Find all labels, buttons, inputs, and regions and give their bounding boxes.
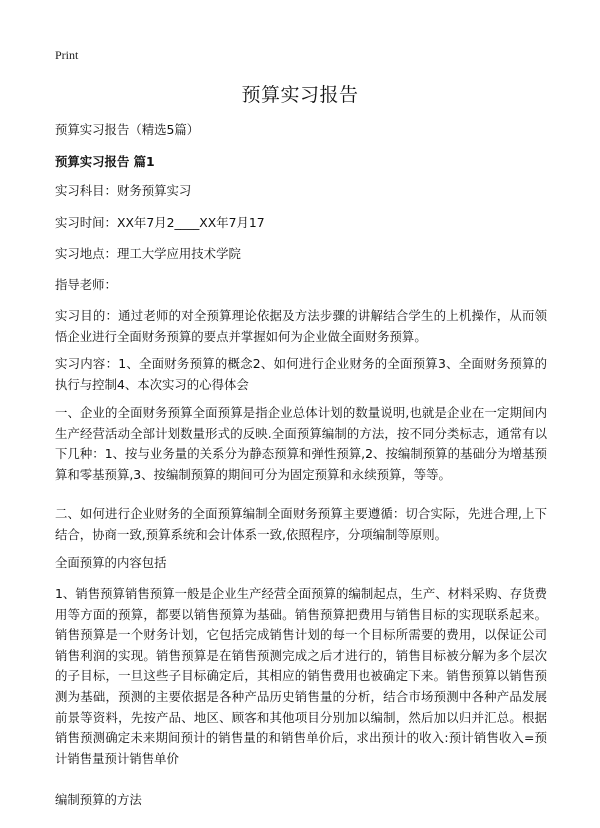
content-paragraph: 实习内容：1、全面财务预算的概念2、如何进行企业财务的全面预算3、全面财务预算的执行与控制4、本次实习的心得体会 (55, 356, 547, 392)
section-two-paragraph: 二、如何进行企业财务的全面预算编制全面财务预算主要遵循：切合实际，先进合理,上下结合，协商一致,预算系统和会计体系一致,依照程序，分项编制等原则。 (55, 506, 547, 542)
section-one-paragraph: 一、企业的全面财务预算全面预算是指企业总体计划的数量说明,也就是企业在一定期间内生产经营活动全部计划数量形式的反映.全面预算编制的方法，按不同分类标志，通常有以下几种：1、按与业务量的关系分为静态预算和弹性预算,2、按编制预算的基础分为增基预算和零基预算,3、按编制预算的期间可分为固定预算和永续预算，等等。 (55, 405, 547, 482)
method-heading: 编制预算的方法 (55, 792, 142, 807)
info-time: 实习时间：XX年7月2____XX年7月17 (55, 215, 265, 230)
purpose-paragraph: 实习目的：通过老师的对全预算理论依据及方法步骤的讲解结合学生的上机操作，从而领悟企业进行全面财务预算的要点并掌握如何为企业做全面财务预算。 (55, 308, 547, 344)
print-link[interactable]: Print (55, 48, 79, 62)
sales-budget-paragraph: 1、销售预算销售预算一般是企业生产经营全面预算的编制起点，生产、材料采购、存货费用等方面的预算，都要以销售预算为基础。销售预算把费用与销售目标的实现联系起来。销售预算是一个财务计划，它包括完成销售计划的每一个目标所需要的费用，以保证公司销售利润的实现。销售预算是在销售预测完成之后才进行的，销售目标被分解为多个层次的子目标，一旦这些子目标确定后，其相应的销售费用也被确定下来。销售预算以销售预测为基础，预测的主要依据是各种产品历史销售量的分析，结合市场预测中各种产品发展前景等资料，先按产品、地区、顾客和其他项目分别加以编制，然后加以归并汇总。根据销售预测确定未来期间预计的销售量的和销售单价后，求出预计的收入:预计销售收入=预计销售量预计销售单价 (55, 586, 547, 766)
info-location: 实习地点：理工大学应用技术学院 (55, 246, 241, 261)
section-heading: 预算实习报告 篇1 (55, 154, 155, 169)
info-subject: 实习科目：财务预算实习 (55, 183, 192, 198)
content-heading: 全面预算的内容包括 (55, 555, 167, 570)
page-title: 预算实习报告 (241, 84, 359, 106)
document-subtitle: 预算实习报告（精选5篇） (55, 122, 200, 137)
info-teacher: 指导老师： (55, 277, 117, 292)
